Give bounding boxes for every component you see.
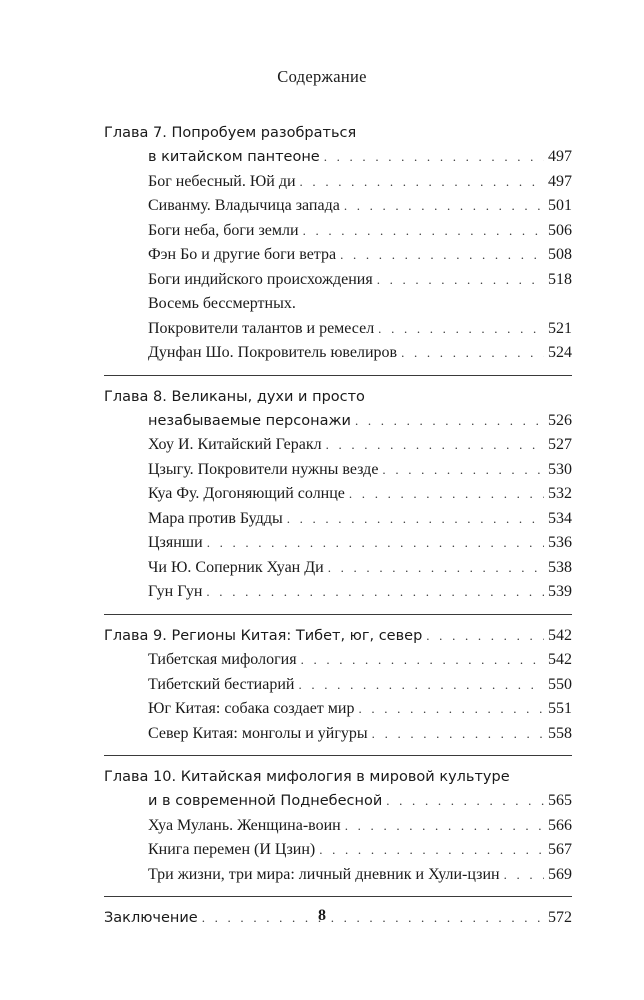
dot-leader [378, 317, 544, 342]
page-number: 566 [548, 816, 572, 834]
toc-entry[interactable] [104, 838, 572, 863]
chapter-heading[interactable]: Глава 10. Китайская мифология в мировой культуре [104, 769, 510, 785]
toc-entry[interactable] [104, 194, 572, 219]
page-number: 538 [548, 558, 572, 576]
page-number: 542 [548, 651, 572, 668]
page-number: 534 [548, 509, 572, 527]
chapter-heading-continuation[interactable] [104, 789, 572, 814]
dot-leader [344, 194, 544, 219]
entry-label: Покровители талантов и ремесел [148, 319, 375, 337]
entry-label: Чи Ю. Соперник Хуан Ди [148, 558, 324, 576]
page-number: 524 [548, 344, 572, 361]
page-number: 539 [548, 583, 572, 600]
section-divider [104, 896, 572, 897]
entry-label: Фэн Бо и другие боги ветра [148, 246, 337, 263]
dot-leader [326, 433, 544, 458]
entry-label: Хоу И. Китайский Геракл [148, 436, 322, 453]
page-number: 497 [548, 172, 572, 190]
entry-label: Гун Гун [148, 583, 203, 600]
page-number: 518 [548, 270, 572, 288]
toc-entry[interactable] [104, 433, 572, 458]
dot-leader [349, 482, 544, 507]
dot-leader [207, 531, 544, 556]
chapter-8 [104, 385, 572, 605]
toc-entry[interactable] [104, 648, 572, 673]
dot-leader [372, 722, 544, 747]
conclusion-label: Заключение [104, 910, 198, 926]
entry-label: Хуа Мулань. Женщина-воин [148, 816, 341, 834]
entry-label: Куа Фу. Догоняющий солнце [148, 485, 345, 502]
page-number: 565 [548, 792, 572, 809]
entry-label: Тибетский бестиарий [148, 675, 295, 693]
chapter-heading[interactable]: Глава 7. Попробуем разобраться [104, 125, 357, 141]
page-number: 532 [548, 485, 572, 502]
entry-label: Дунфан Шо. Покровитель ювелиров [148, 344, 398, 361]
page-number: 551 [548, 700, 572, 717]
dot-leader [358, 697, 544, 722]
toc-entry[interactable] [104, 243, 572, 268]
dot-leader [319, 838, 544, 863]
dot-leader [298, 673, 544, 698]
page-number: 572 [548, 909, 572, 926]
toc-entry[interactable] [104, 317, 572, 342]
entry-label: Цзыгу. Покровители нужны везде [148, 460, 379, 478]
chapter-heading-cont-label: в китайском пантеоне [148, 149, 320, 165]
toc-entry[interactable] [104, 580, 572, 605]
entry-label: Бог небесный. Юй ди [148, 172, 296, 190]
toc-entry[interactable] [104, 341, 572, 366]
page-number: 550 [548, 675, 572, 693]
toc-entry[interactable] [104, 482, 572, 507]
dot-leader [206, 580, 544, 605]
toc-entry[interactable] [104, 531, 572, 556]
entry-label: Тибетская мифология [148, 651, 297, 668]
toc-entry[interactable] [104, 268, 572, 293]
chapter-heading-cont-label: и в современной Поднебесной [148, 793, 383, 809]
chapter-10 [104, 765, 572, 887]
entry-label: Север Китая: монголы и уйгуры [148, 724, 368, 742]
chapter-7 [104, 121, 572, 366]
toc-entry-first-line[interactable]: Восемь бессмертных. [148, 295, 296, 312]
toc-entry[interactable] [104, 697, 572, 722]
toc-entry[interactable] [104, 556, 572, 581]
toc-entry[interactable] [104, 863, 572, 888]
toc-entry[interactable] [104, 170, 572, 195]
page-number: 527 [548, 436, 572, 453]
toc-entry[interactable] [104, 458, 572, 483]
dot-leader [301, 648, 544, 673]
toc-entry[interactable] [104, 219, 572, 244]
chapter-heading-label: Глава 9. Регионы Китая: Тибет, юг, север [104, 627, 423, 644]
dot-leader [426, 624, 544, 649]
chapter-heading-continuation[interactable] [104, 409, 572, 434]
chapter-9 [104, 624, 572, 747]
dot-leader [303, 219, 544, 244]
dot-leader [377, 268, 544, 293]
chapter-heading-cont-label: незабываемые персонажи [148, 412, 351, 429]
toc-entry[interactable] [104, 507, 572, 532]
dot-leader [355, 409, 544, 434]
page-number: 567 [548, 841, 572, 858]
dot-leader [504, 863, 544, 888]
dot-leader [386, 789, 544, 814]
dot-leader [324, 145, 544, 170]
section-divider [104, 755, 572, 756]
chapter-heading-continuation[interactable] [104, 145, 572, 170]
page-number: 508 [548, 246, 572, 263]
section-divider [104, 375, 572, 376]
table-of-contents [104, 121, 572, 931]
entry-label: Сиванму. Владычица запада [148, 197, 340, 214]
page-number: 501 [548, 197, 572, 214]
section-divider [104, 614, 572, 615]
dot-leader [328, 556, 544, 581]
page-number: 558 [548, 724, 572, 742]
page-number: 526 [548, 411, 572, 429]
dot-leader [345, 814, 544, 839]
dot-leader [401, 341, 544, 366]
entry-label: Юг Китая: собака создает мир [148, 700, 355, 717]
page-number: 536 [548, 534, 572, 551]
chapter-heading[interactable] [104, 624, 572, 649]
dot-leader [382, 458, 544, 483]
page-title: Содержание [277, 67, 367, 86]
page-number: 521 [548, 319, 572, 337]
entry-label: Мара против Будды [148, 509, 283, 527]
toc-entry[interactable] [104, 673, 572, 698]
entry-label: Боги индийского происхождения [148, 270, 373, 288]
page-folio: 8 [318, 907, 326, 924]
dot-leader [340, 243, 544, 268]
toc-entry[interactable] [104, 814, 572, 839]
toc-entry[interactable] [104, 722, 572, 747]
dot-leader [287, 507, 544, 532]
page-number: 569 [548, 865, 572, 883]
page-number: 497 [548, 148, 572, 165]
chapter-heading[interactable]: Глава 8. Великаны, духи и просто [104, 388, 365, 405]
dot-leader [300, 170, 544, 195]
page-number: 506 [548, 221, 572, 239]
page-number: 530 [548, 460, 572, 478]
page-number: 542 [548, 626, 572, 644]
entry-label: Книга перемен (И Цзин) [148, 841, 316, 858]
entry-label: Цзянши [148, 534, 203, 551]
entry-label: Три жизни, три мира: личный дневник и Хули-цзин [148, 865, 500, 883]
entry-label: Боги неба, боги земли [148, 221, 299, 239]
